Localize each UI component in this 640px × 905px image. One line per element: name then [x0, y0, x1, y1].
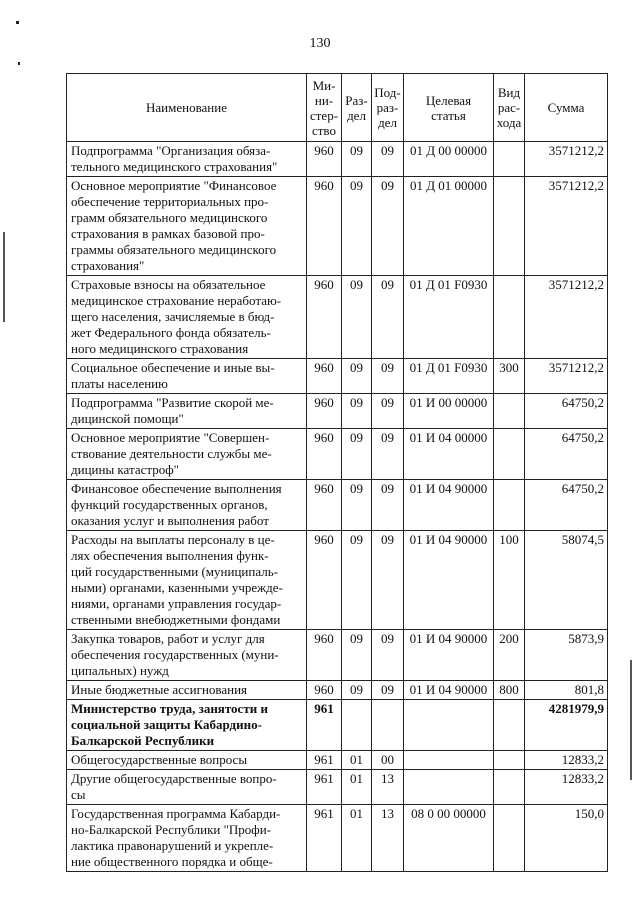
- header-target: Целевая статья: [404, 74, 494, 142]
- scan-speck: [16, 21, 19, 24]
- cell-expense-type: 800: [494, 681, 525, 700]
- table-row: [67, 276, 608, 359]
- cell-amount: 58074,5: [525, 531, 608, 630]
- cell-section: 09: [342, 630, 372, 681]
- cell-target: 01 Д 00 00000: [404, 142, 494, 177]
- cell-ministry: 960: [307, 394, 342, 429]
- cell-subsection: 09: [372, 630, 404, 681]
- cell-ministry: 960: [307, 480, 342, 531]
- header-amount: Сумма: [525, 74, 608, 142]
- cell-amount: 801,8: [525, 681, 608, 700]
- header-subsection: Под- раз- дел: [372, 74, 404, 142]
- cell-amount: 3571212,2: [525, 276, 608, 359]
- cell-ministry: 960: [307, 681, 342, 700]
- table-row: [67, 751, 608, 770]
- cell-expense-type: [494, 177, 525, 276]
- table-header-row: [67, 74, 608, 142]
- cell-section: 09: [342, 177, 372, 276]
- table-row: [67, 177, 608, 276]
- cell-subsection: 13: [372, 805, 404, 872]
- cell-name: Подпрограмма "Организация обяза- тельного медицинского страхования": [67, 142, 307, 177]
- cell-subsection: 09: [372, 359, 404, 394]
- table-row: [67, 142, 608, 177]
- cell-section: 09: [342, 394, 372, 429]
- cell-name: Министерство труда, занятости и социальной защиты Кабардино- Балкарской Республики: [67, 700, 307, 751]
- cell-name: Закупка товаров, работ и услуг для обеспечения государственных (муни- ципальных) нужд: [67, 630, 307, 681]
- cell-target: 01 Д 01 00000: [404, 177, 494, 276]
- table-row: [67, 429, 608, 480]
- cell-name: Основное мероприятие "Финансовое обеспечение территориальных про- грамм обязательного медицинского страхования в рамках базовой про- граммы обязательного медицинского страхования": [67, 177, 307, 276]
- cell-subsection: 09: [372, 429, 404, 480]
- cell-amount: 150,0: [525, 805, 608, 872]
- scan-edge-mark: [3, 232, 5, 322]
- table-row: [67, 359, 608, 394]
- header-expense-type: Вид рас- хода: [494, 74, 525, 142]
- cell-ministry: 961: [307, 700, 342, 751]
- budget-table: [66, 73, 608, 872]
- cell-ministry: 960: [307, 531, 342, 630]
- cell-target: 01 И 04 00000: [404, 429, 494, 480]
- cell-section: 09: [342, 142, 372, 177]
- table-row: [67, 630, 608, 681]
- cell-expense-type: 100: [494, 531, 525, 630]
- page-number: 130: [309, 36, 331, 51]
- cell-target: 01 И 04 90000: [404, 531, 494, 630]
- cell-subsection: 09: [372, 681, 404, 700]
- cell-ministry: 961: [307, 751, 342, 770]
- cell-section: 09: [342, 480, 372, 531]
- cell-ministry: 960: [307, 429, 342, 480]
- cell-amount: 3571212,2: [525, 359, 608, 394]
- table-row: [67, 531, 608, 630]
- cell-amount: 3571212,2: [525, 177, 608, 276]
- cell-target: 01 И 04 90000: [404, 480, 494, 531]
- cell-amount: 3571212,2: [525, 142, 608, 177]
- cell-target: [404, 770, 494, 805]
- cell-ministry: 960: [307, 276, 342, 359]
- cell-ministry: 960: [307, 359, 342, 394]
- cell-ministry: 960: [307, 630, 342, 681]
- header-name: Наименование: [67, 74, 307, 142]
- table-row: [67, 700, 608, 751]
- cell-subsection: [372, 700, 404, 751]
- cell-section: 09: [342, 276, 372, 359]
- cell-ministry: 961: [307, 805, 342, 872]
- cell-target: 01 Д 01 F0930: [404, 359, 494, 394]
- cell-target: 01 И 00 00000: [404, 394, 494, 429]
- cell-target: 01 И 04 90000: [404, 681, 494, 700]
- cell-target: [404, 700, 494, 751]
- cell-expense-type: [494, 429, 525, 480]
- header-ministry: Ми- ни- стер- ство: [307, 74, 342, 142]
- cell-expense-type: [494, 751, 525, 770]
- cell-section: [342, 700, 372, 751]
- cell-name: Государственная программа Кабарди- но-Балкарской Республики "Профи- лактика правонарушений и укрепле- ние общественного порядка и обще-: [67, 805, 307, 872]
- cell-section: 01: [342, 751, 372, 770]
- cell-amount: 64750,2: [525, 394, 608, 429]
- cell-name: Расходы на выплаты персоналу в це- лях обеспечения выполнения функ- ций государственными (муниципаль- ными) органами, казенными учрежде- ниями, органами управления государ- ственными внебюджетными фондами: [67, 531, 307, 630]
- cell-target: [404, 751, 494, 770]
- cell-expense-type: [494, 480, 525, 531]
- cell-name: Финансовое обеспечение выполнения функций государственных органов, оказания услуг и выполнения работ: [67, 480, 307, 531]
- scan-speck: [18, 62, 20, 65]
- cell-amount: 12833,2: [525, 751, 608, 770]
- table-row: [67, 770, 608, 805]
- cell-expense-type: [494, 142, 525, 177]
- cell-subsection: 09: [372, 531, 404, 630]
- cell-subsection: 09: [372, 142, 404, 177]
- cell-expense-type: [494, 805, 525, 872]
- table-row: [67, 805, 608, 872]
- cell-target: 01 Д 01 F0930: [404, 276, 494, 359]
- cell-section: 01: [342, 770, 372, 805]
- cell-name: Общегосударственные вопросы: [67, 751, 307, 770]
- cell-subsection: 09: [372, 480, 404, 531]
- cell-subsection: 13: [372, 770, 404, 805]
- table-body: [67, 142, 608, 872]
- cell-target: 01 И 04 90000: [404, 630, 494, 681]
- cell-section: 09: [342, 359, 372, 394]
- cell-section: 01: [342, 805, 372, 872]
- cell-section: 09: [342, 681, 372, 700]
- cell-target: 08 0 00 00000: [404, 805, 494, 872]
- cell-name: Подпрограмма "Развитие скорой ме- дицинской помощи": [67, 394, 307, 429]
- cell-expense-type: 200: [494, 630, 525, 681]
- cell-amount: 4281979,9: [525, 700, 608, 751]
- table-row: [67, 480, 608, 531]
- cell-amount: 64750,2: [525, 480, 608, 531]
- cell-ministry: 960: [307, 177, 342, 276]
- cell-expense-type: [494, 276, 525, 359]
- cell-amount: 64750,2: [525, 429, 608, 480]
- scan-edge-mark: [630, 660, 632, 780]
- cell-expense-type: 300: [494, 359, 525, 394]
- cell-section: 09: [342, 429, 372, 480]
- header-section: Раз- дел: [342, 74, 372, 142]
- cell-name: Иные бюджетные ассигнования: [67, 681, 307, 700]
- cell-expense-type: [494, 770, 525, 805]
- cell-name: Социальное обеспечение и иные вы- платы населению: [67, 359, 307, 394]
- cell-name: Страховые взносы на обязательное медицинское страхование неработаю- щего населения, зачисляемые в бюд- жет Федерального фонда обязатель- ного медицинского страхования: [67, 276, 307, 359]
- cell-expense-type: [494, 394, 525, 429]
- cell-amount: 12833,2: [525, 770, 608, 805]
- cell-subsection: 09: [372, 276, 404, 359]
- cell-subsection: 00: [372, 751, 404, 770]
- cell-ministry: 960: [307, 142, 342, 177]
- cell-section: 09: [342, 531, 372, 630]
- cell-amount: 5873,9: [525, 630, 608, 681]
- table-row: [67, 394, 608, 429]
- table-row: [67, 681, 608, 700]
- cell-ministry: 961: [307, 770, 342, 805]
- cell-expense-type: [494, 700, 525, 751]
- cell-subsection: 09: [372, 394, 404, 429]
- cell-name: Основное мероприятие "Совершен- ствование деятельности службы ме- дицины катастроф": [67, 429, 307, 480]
- cell-name: Другие общегосударственные вопро- сы: [67, 770, 307, 805]
- cell-subsection: 09: [372, 177, 404, 276]
